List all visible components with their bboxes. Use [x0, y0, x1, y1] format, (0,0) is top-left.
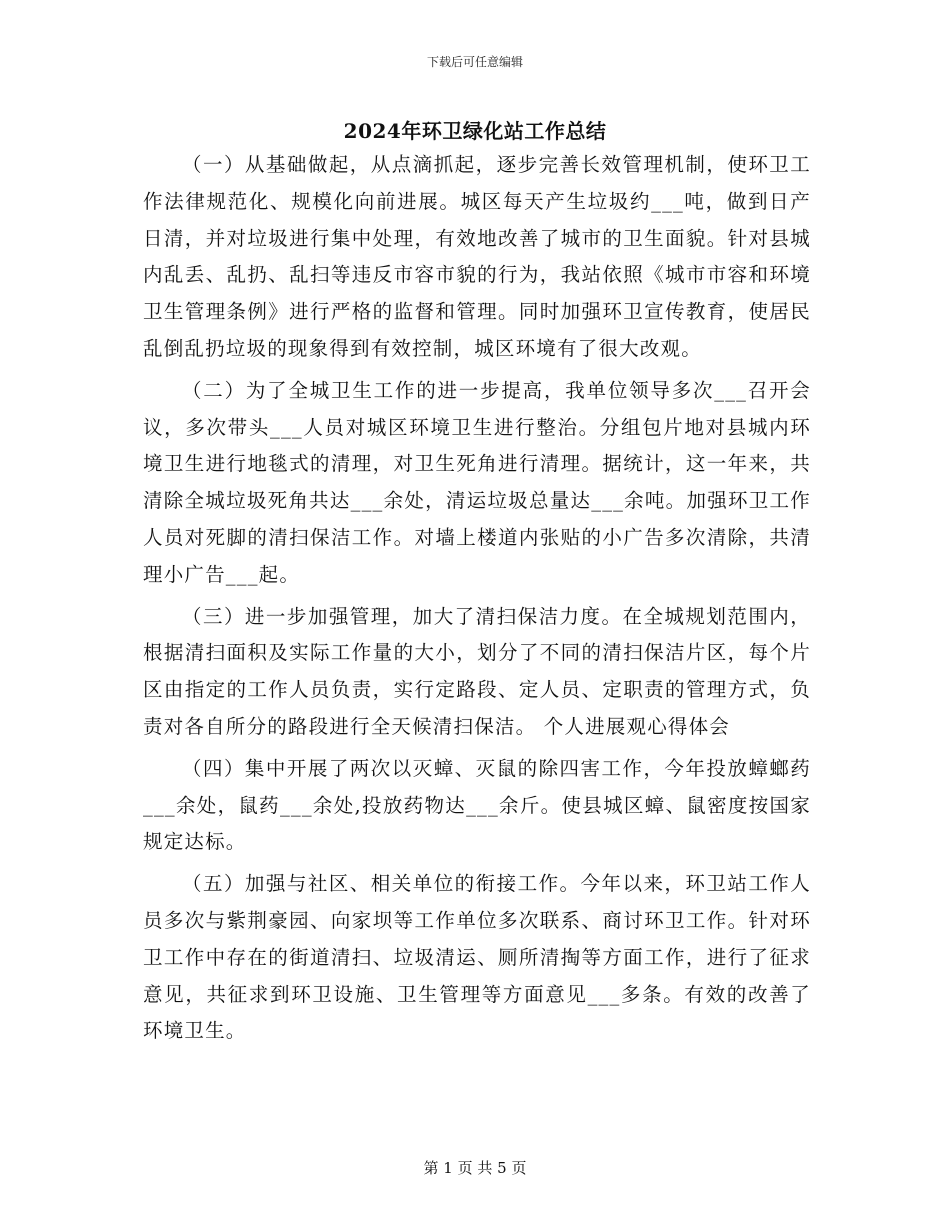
paragraph-1: （一）从基础做起，从点滴抓起，逐步完善长效管理机制，使环卫工作法律规范化、规模化向前进展。城区每天产生垃圾约___吨，做到日产日清，并对垃圾进行集中处理，有效地改善了城市的卫生面貌。针对县城内乱丢、乱扔、乱扫等违反市容市貌的行为，我站依照《城市市容和环境卫生管理条例》进行严格的监督和管理。同时加强环卫宣传教育，使居民乱倒乱扔垃圾的现象得到有效控制，城区环境有了很大改观。 — [143, 153, 811, 360]
paragraph-2: （二）为了全城卫生工作的进一步提高，我单位领导多次___召开会议，多次带头___人员对城区环境卫生进行整治。分组包片地对县城内环境卫生进行地毯式的清理，对卫生死角进行清理。据统计，这一年来，共清除全城垃圾死角共达___余处，清运垃圾总量达___余吨。加强环卫工作人员对死脚的清扫保洁工作。对墙上楼道内张贴的小广告多次清除，共清理小广告___起。 — [143, 378, 811, 586]
document-body — [143, 147, 811, 1055]
paragraph-4: （四）集中开展了两次以灭蟑、灭鼠的除四害工作，今年投放蟑螂药___余处，鼠药___余处,投放药物达___余斤。使县城区蟑、鼠密度按国家规定达标。 — [143, 756, 811, 854]
page-number: 第 1 页 共 5 页 — [423, 1159, 527, 1177]
page-title: 2024年环卫绿化站工作总结 — [343, 119, 607, 143]
paragraph-3: （三）进一步加强管理，加大了清扫保洁力度。在全城规划范围内，根据清扫面积及实际工作量的大小，划分了不同的清扫保洁片区，每个片区由指定的工作人员负责，实行定路段、定人员、定职责的管理方式，负责对各自所分的路段进行全天候清扫保洁。 个人进展观心得体会 — [143, 604, 811, 738]
paragraph-5: （五）加强与社区、相关单位的衔接工作。今年以来，环卫站工作人员多次与紫荆豪园、向家坝等工作单位多次联系、商讨环卫工作。针对环卫工作中存在的街道清扫、垃圾清运、厕所清掏等方面工作，进行了征求意见，共征求到环卫设施、卫生管理等方面意见___多条。有效的改善了环境卫生。 — [143, 872, 811, 1043]
header-note: 下载后可任意编辑 — [426, 55, 523, 69]
